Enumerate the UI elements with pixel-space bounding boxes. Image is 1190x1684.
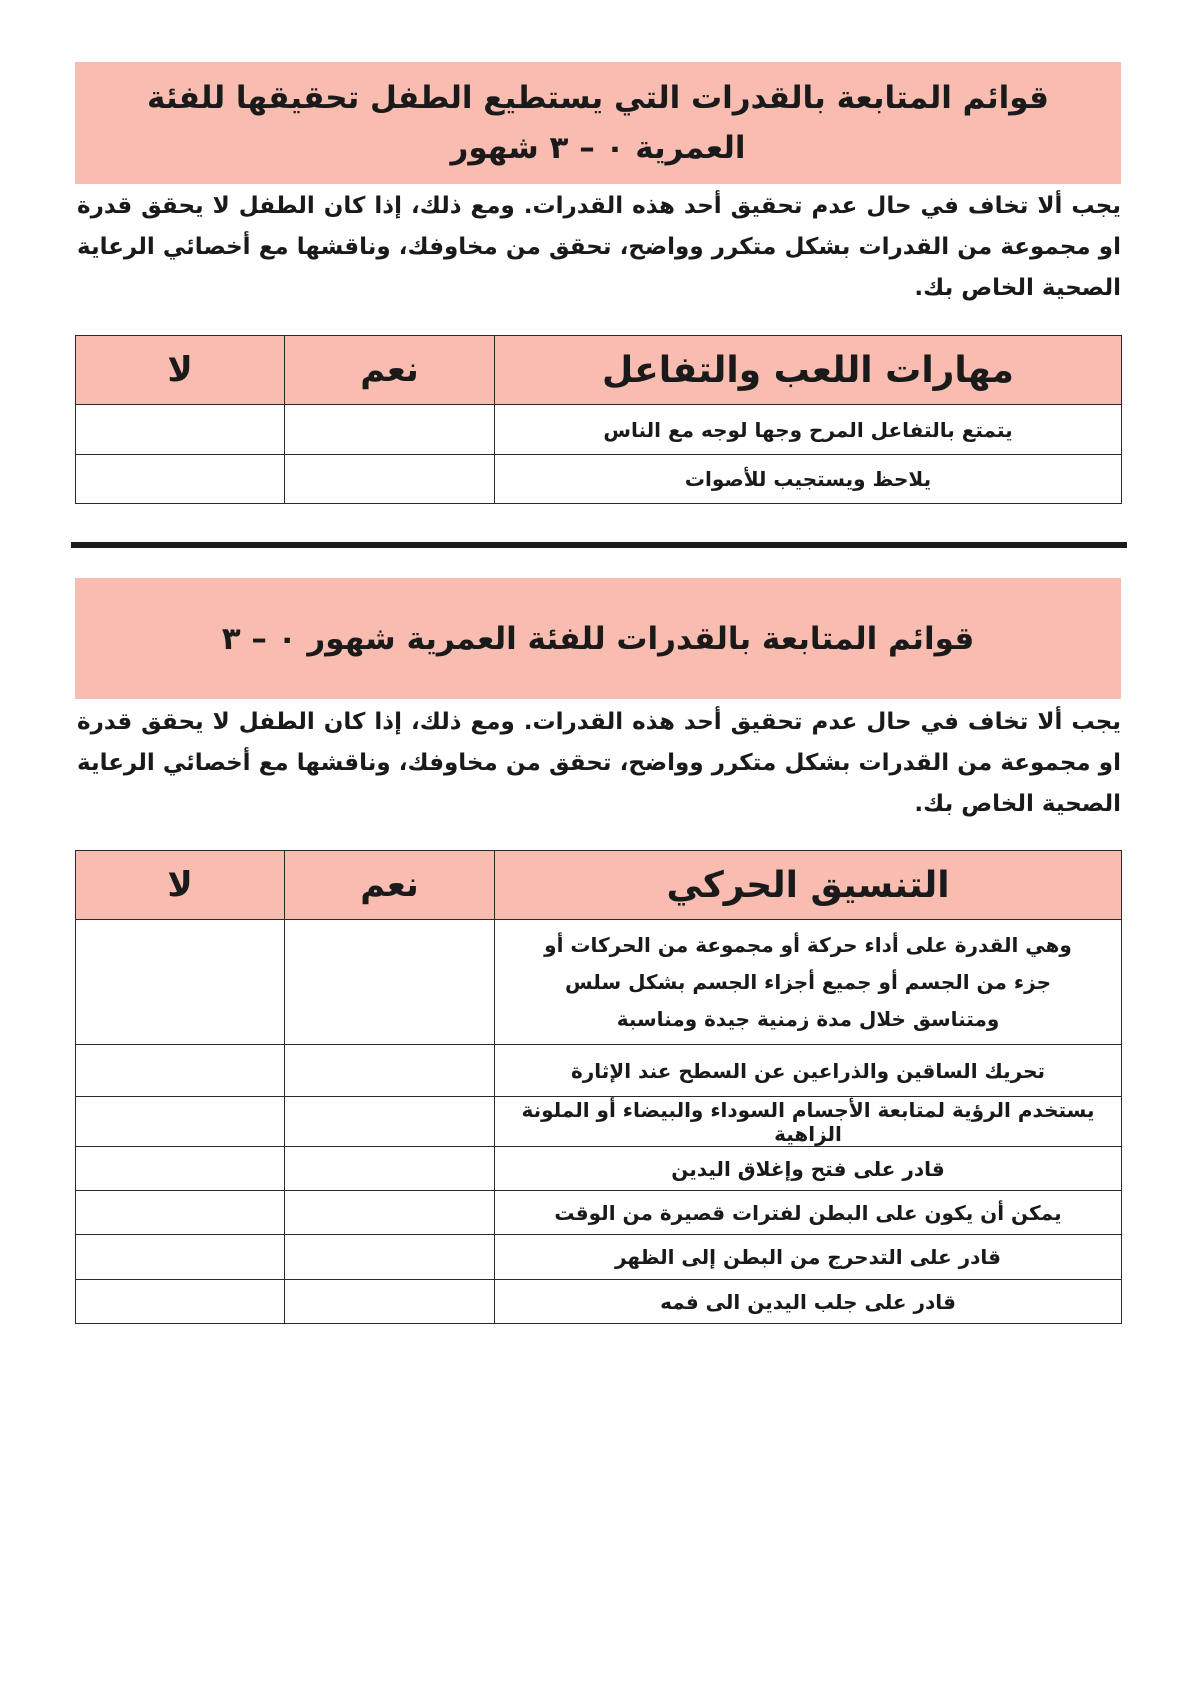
no-checkbox-cell[interactable] (76, 920, 285, 1045)
row-label: قادر على التدحرج من البطن إلى الظهر (495, 1235, 1122, 1280)
no-checkbox-cell[interactable] (76, 1280, 285, 1324)
section2-title: قوائم المتابعة بالقدرات للفئة العمرية شهور ٠ – ٣ (221, 620, 975, 657)
section2-banner (75, 578, 1121, 699)
no-checkbox-cell[interactable] (76, 1235, 285, 1280)
row-label: قادر على فتح وإغلاق اليدين (495, 1147, 1122, 1191)
section-divider (71, 542, 1127, 548)
table-row (76, 455, 1122, 504)
row-label: تحريك الساقين والذراعين عن السطح عند الإثارة (495, 1045, 1122, 1097)
yes-checkbox-cell[interactable] (285, 1147, 495, 1191)
yes-checkbox-cell[interactable] (285, 1191, 495, 1235)
yes-checkbox-cell[interactable] (285, 1235, 495, 1280)
table-row (76, 1280, 1122, 1324)
yes-checkbox-cell[interactable] (285, 1280, 495, 1324)
motor-coordination-table (75, 850, 1122, 1324)
row-label: يتمتع بالتفاعل المرح وجها لوجه مع الناس (495, 405, 1122, 455)
yes-checkbox-cell[interactable] (285, 1097, 495, 1147)
table-row (76, 1147, 1122, 1191)
no-checkbox-cell[interactable] (76, 1045, 285, 1097)
table-row (76, 1191, 1122, 1235)
yes-column-header: نعم (285, 851, 495, 920)
table-title: التنسيق الحركي (495, 851, 1122, 920)
no-column-header: لا (76, 336, 285, 405)
no-checkbox-cell[interactable] (76, 1147, 285, 1191)
no-checkbox-cell[interactable] (76, 1191, 285, 1235)
play-interaction-table (75, 335, 1122, 504)
yes-checkbox-cell[interactable] (285, 455, 495, 504)
table-title: مهارات اللعب والتفاعل (495, 336, 1122, 405)
no-checkbox-cell[interactable] (76, 1097, 285, 1147)
table-header-row (76, 851, 1122, 920)
section1-banner (75, 62, 1121, 184)
table-row (76, 1097, 1122, 1147)
row-label: يمكن أن يكون على البطن لفترات قصيرة من الوقت (495, 1191, 1122, 1235)
no-checkbox-cell[interactable] (76, 405, 285, 455)
row-label: يلاحظ ويستجيب للأصوات (495, 455, 1122, 504)
yes-checkbox-cell[interactable] (285, 405, 495, 455)
yes-checkbox-cell[interactable] (285, 920, 495, 1045)
section1-paragraph: يجب ألا تخاف في حال عدم تحقيق أحد هذه القدرات. ومع ذلك، إذا كان الطفل لا يحقق قدرة او مجموعة من القدرات بشكل متكرر وواضح، تحقق من مخاوفك، وناقشها مع أخصائي الرعاية الصحية الخاص بك. (77, 193, 1121, 301)
table-row (76, 1235, 1122, 1280)
table-header-row (76, 336, 1122, 405)
no-checkbox-cell[interactable] (76, 455, 285, 504)
no-column-header: لا (76, 851, 285, 920)
row-label: قادر على جلب اليدين الى فمه (495, 1280, 1122, 1324)
section1-title: قوائم المتابعة بالقدرات التي يستطيع الطفل تحقيقها للفئة العمرية ٠ – ٣ شهور (147, 80, 1049, 166)
row-label: وهي القدرة على أداء حركة أو مجموعة من الحركات أو جزء من الجسم أو جميع أجزاء الجسم بشكل سلس ومتناسق خلال مدة زمنية جيدة ومناسبة (495, 920, 1122, 1045)
yes-column-header: نعم (285, 336, 495, 405)
section2-paragraph: يجب ألا تخاف في حال عدم تحقيق أحد هذه القدرات. ومع ذلك، إذا كان الطفل لا يحقق قدرة او مجموعة من القدرات بشكل متكرر وواضح، تحقق من مخاوفك، وناقشها مع أخصائي الرعاية الصحية الخاص بك. (77, 709, 1121, 817)
table-row (76, 1045, 1122, 1097)
row-label: يستخدم الرؤية لمتابعة الأجسام السوداء والبيضاء أو الملونة الزاهية (495, 1097, 1122, 1147)
yes-checkbox-cell[interactable] (285, 1045, 495, 1097)
table-row (76, 920, 1122, 1045)
table-row (76, 405, 1122, 455)
